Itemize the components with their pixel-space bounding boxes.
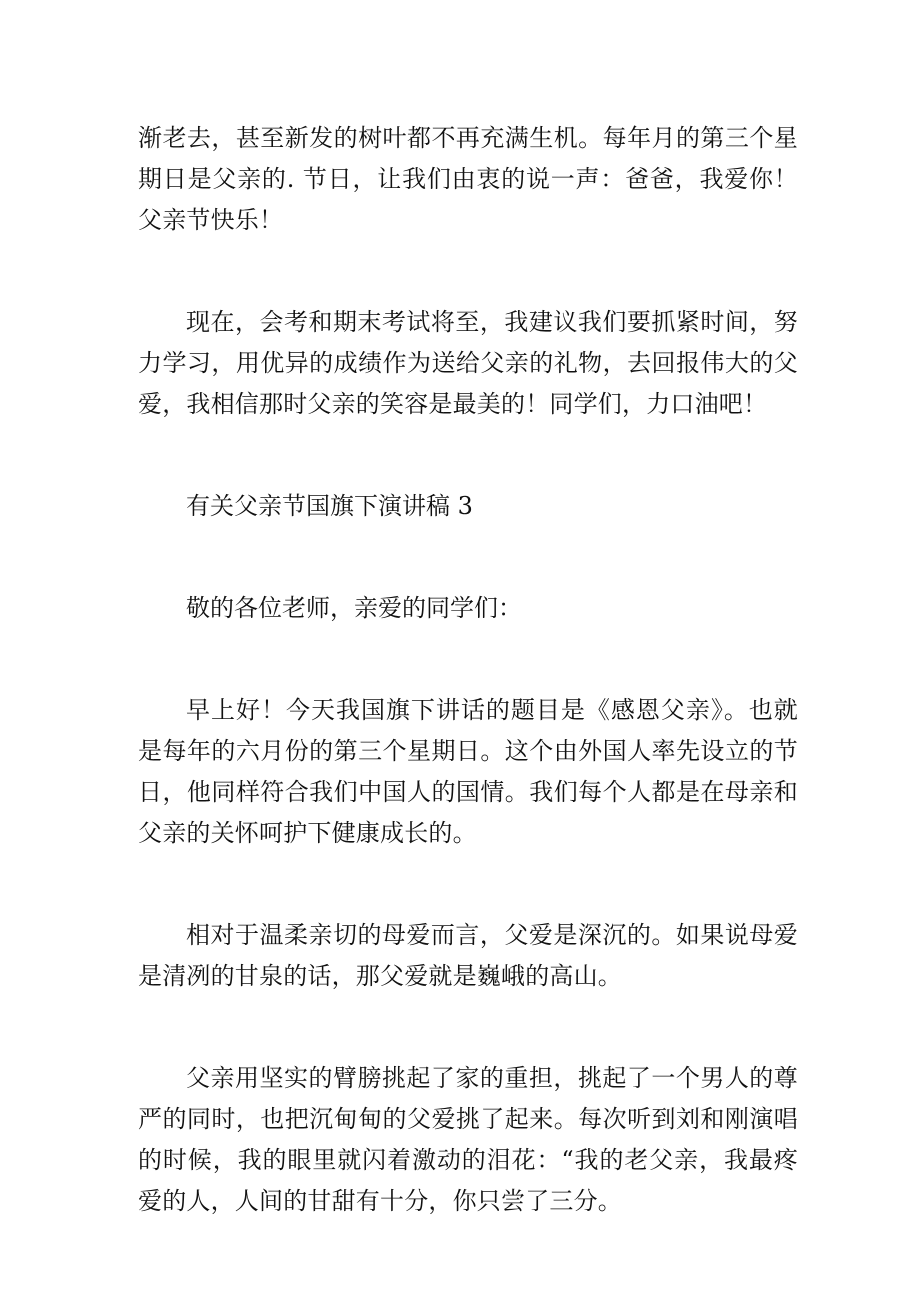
document-page: [138, 118, 798, 1222]
paragraph-father-love: 相对于温柔亲切的母爱而言，父爱是深沉的。如果说母爱是清冽的甘泉的话，那父爱就是巍峨的高山。: [138, 921, 798, 990]
paragraph-exam-advice: 现在，会考和期末考试将至，我建议我们要抓紧时间，努力学习，用优异的成绩作为送给父亲的礼物，去回报伟大的父爱，我相信那时父亲的笑容是最美的！同学们，力口油吧！: [138, 308, 798, 418]
section-heading: 有关父亲节国旗下演讲稿 3: [186, 492, 473, 520]
paragraph-continuation: 渐老去，甚至新发的树叶都不再充满生机。每年月的第三个星期日是父亲的. 节日，让我们由衷的说一声：爸爸，我爱你！父亲节快乐！: [138, 124, 798, 234]
paragraph-greeting: 早上好！今天我国旗下讲话的题目是《感恩父亲》。也就是每年的六月份的第三个星期日。这个由外国人率先设立的节日，他同样符合我们中国人的国情。我们每个人都是在母亲和父亲的关怀呵护下健康成长的。: [138, 696, 798, 847]
paragraph-father-burden: 父亲用坚实的臂膀挑起了家的重担，挑起了一个男人的尊严的同时，也把沉甸甸的父爱挑了起来。每次听到刘和刚演唱的时候，我的眼里就闪着激动的泪花：“我的老父亲，我最疼爱的人，人间的甘甜有十分，你只尝了三分。: [138, 1064, 798, 1215]
salutation: 敬的各位老师，亲爱的同学们：: [186, 594, 522, 622]
